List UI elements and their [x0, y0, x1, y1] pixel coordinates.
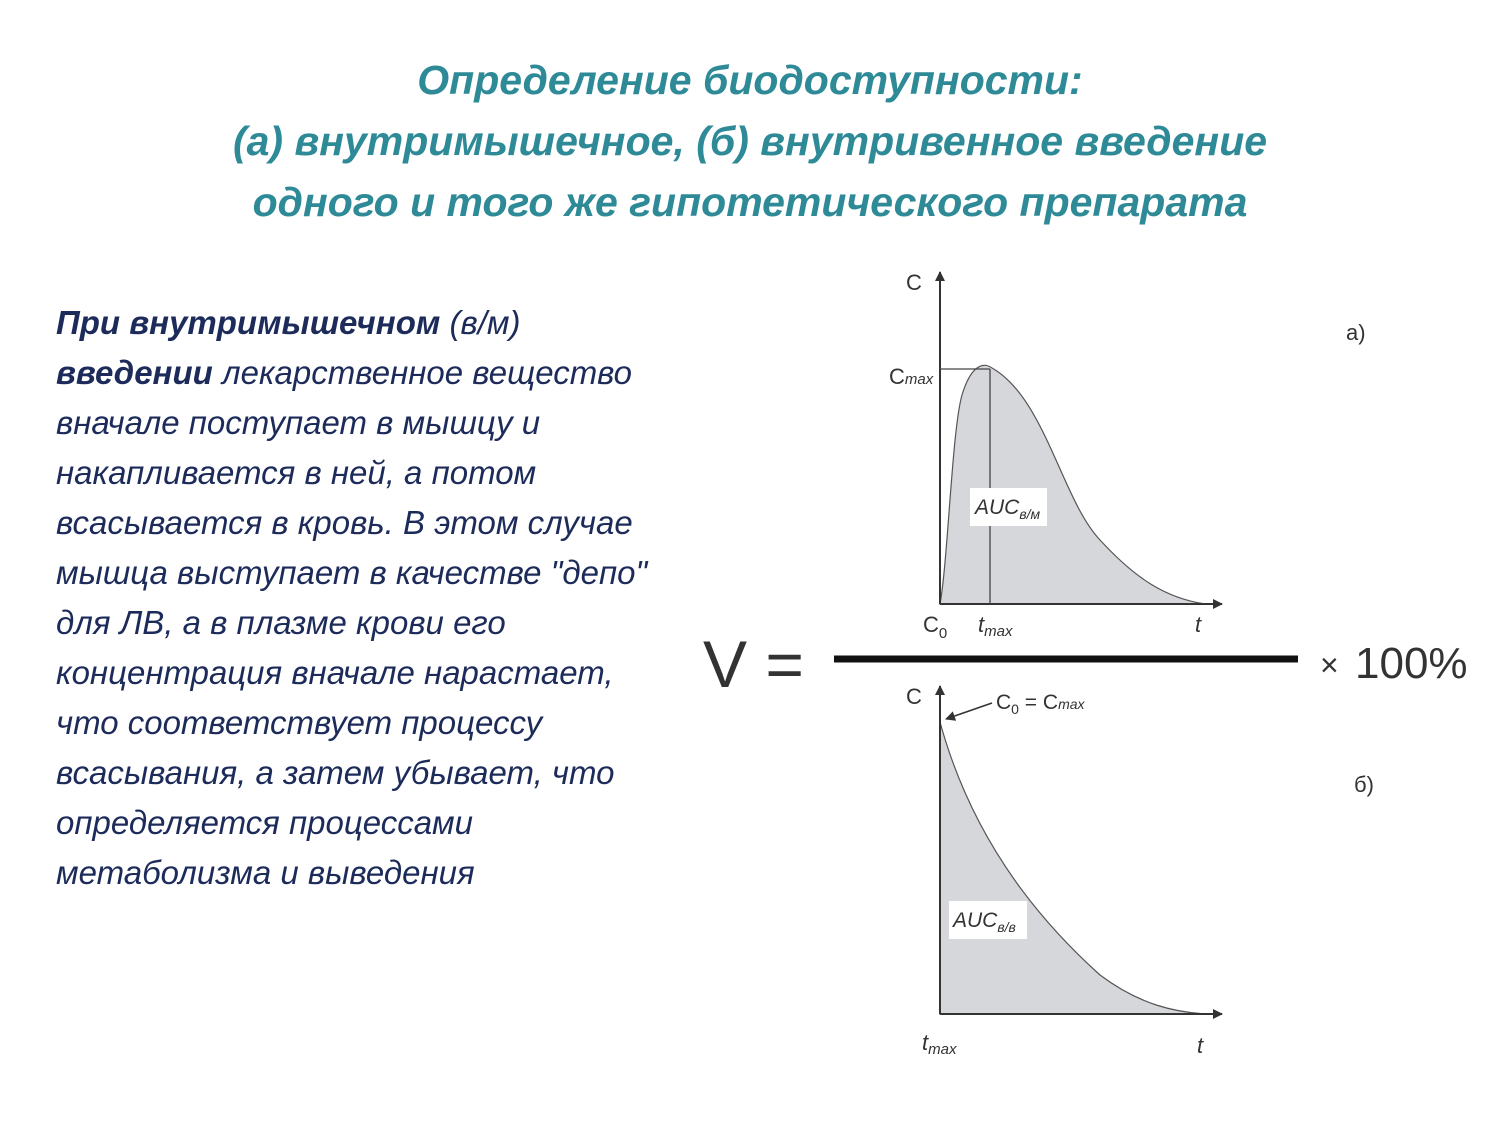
description-text-2: лекарственное вещество вначале поступает в мышцу и накапливается в ней, а потом всасывается в кровь. В этом случае мышца выступает в качестве "депо" для ЛВ, а в плазме крови его концентрация вначале нарастает, что соответствует процессу всасывания, а затем убывает, что определяется процессами метаболизма и выведения	[56, 354, 648, 891]
auc-im-label: $AUC_{в/м}$	[975, 496, 1041, 522]
y-axis-label-a: C	[906, 270, 922, 295]
bioavailability-formula	[703, 627, 1468, 701]
graph-a	[889, 270, 1366, 642]
t-axis-label-a: t	[1195, 612, 1202, 637]
title-line-1: Определение биодоступности:	[417, 57, 1083, 103]
auc-im-area	[940, 365, 1205, 604]
description-text-1: (в/м)	[440, 304, 521, 341]
title-line-3: одного и того же гипотетического препарата	[252, 179, 1248, 225]
tmax-label-b: tmax	[922, 1030, 957, 1058]
t-axis-label-b: t	[1197, 1033, 1204, 1058]
c0-equals-cmax-label: $C_0 = Cmax$	[996, 691, 1085, 717]
c0-cmax-pointer	[946, 703, 992, 719]
formula-lhs: V =	[703, 627, 804, 701]
y-axis-label-b: C	[906, 684, 922, 709]
description-bold-2: введении	[56, 354, 213, 391]
tmax-label-a: tmax	[978, 612, 1013, 640]
percent-value: 100%	[1355, 639, 1468, 688]
panel-label-a: а)	[1346, 320, 1366, 345]
auc-iv-label: $AUC_{в/в}$	[953, 909, 1016, 935]
graph-b	[906, 684, 1374, 1058]
title-line-2: (а) внутримышечное, (б) внутривенное введение	[232, 118, 1268, 164]
auc-iv-area	[940, 722, 1205, 1014]
times-sign: ×	[1320, 647, 1339, 683]
description-bold-1: При внутримышечном	[56, 304, 441, 341]
cmax-label: Cmax	[889, 364, 934, 389]
c0-label: $C_0$	[923, 612, 948, 642]
panel-label-b: б)	[1354, 772, 1374, 797]
